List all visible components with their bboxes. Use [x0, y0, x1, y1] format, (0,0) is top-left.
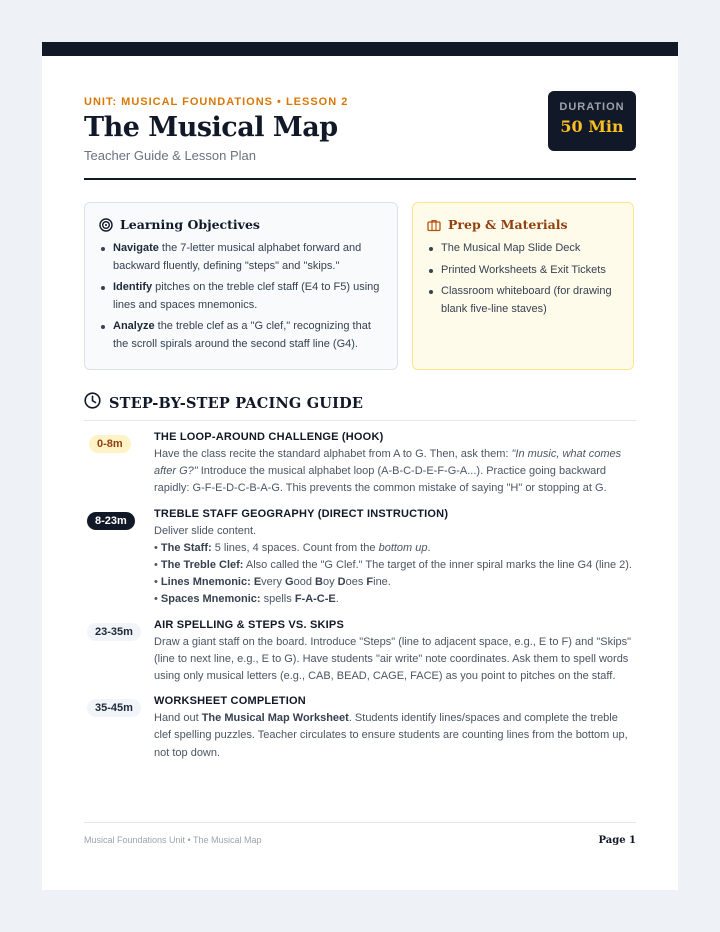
briefcase-icon — [427, 218, 441, 232]
objective-item: Navigate the 7-letter musical alphabet forward and backward fluently, defining "steps" and "skips." — [99, 240, 383, 275]
page-footer — [84, 822, 636, 846]
page-title: The Musical Map — [84, 112, 338, 143]
pacing-title: STEP-BY-STEP PACING GUIDE — [109, 394, 364, 412]
step-title: WORKSHEET COMPLETION — [154, 695, 306, 708]
clock-icon — [84, 392, 101, 414]
duration-value: 50 Min — [560, 117, 624, 136]
objectives-list — [99, 240, 383, 353]
step-title: TREBLE STAFF GEOGRAPHY (DIRECT INSTRUCTION) — [154, 507, 449, 520]
prep-list — [427, 240, 619, 318]
page-number: Page 1 — [598, 835, 636, 846]
lesson-page — [42, 42, 678, 890]
pacing-step — [84, 619, 636, 686]
target-icon — [99, 218, 113, 232]
footer-unit: Musical Foundations Unit • The Musical Map — [84, 835, 262, 845]
page-subtitle: Teacher Guide & Lesson Plan — [84, 148, 256, 163]
top-bar — [42, 42, 678, 56]
duration-label: DURATION — [559, 101, 625, 113]
prep-header — [427, 217, 619, 232]
step-text: Draw a giant staff on the board. Introduce "Steps" (line to adjacent space, e.g., E to F) and "Skips" (line to next line, e.g., E to G). Have students "air write" note coordinates. Ask them to spell words using only musical letters (e.g., CAB, BEAD, CAGE, FACE) as you point to pitches on the staff. — [154, 635, 632, 683]
prep-item: Printed Worksheets & Exit Tickets — [427, 262, 619, 280]
step-text: Have the class recite the standard alphabet from A to G. Then, ask them: "In music, what comes after G?" Introduce the musical alphabet loop (A-B-C-D-E-F-G-A...). Practice going backward rapidly: G-F-E-D-C-B-A-G. This prevents the common mistake of saying "H" or stopping at G. — [154, 448, 622, 495]
prep-item: The Musical Map Slide Deck — [427, 240, 619, 258]
pacing-step — [84, 508, 636, 609]
unit-eyebrow: UNIT: MUSICAL FOUNDATIONS • LESSON 2 — [84, 96, 349, 108]
page-header — [84, 56, 636, 180]
step-title: AIR SPELLING & STEPS VS. SKIPS — [154, 618, 344, 631]
objectives-header — [99, 217, 383, 232]
pacing-steps — [84, 431, 636, 762]
objective-item: Analyze the treble clef as a "G clef," recognizing that the scroll spirals around the second staff line (G4). — [99, 318, 383, 353]
lines-mnemonic-bullet: • Lines Mnemonic: Every Good Boy Does Fine. — [154, 576, 391, 589]
step-text: Hand out The Musical Map Worksheet. Students identify lines/spaces and complete the treble clef spelling puzzles. Teacher circulates to ensure students are counting lines from the bottom up, not top down. — [154, 712, 628, 759]
pacing-section-header — [84, 392, 636, 421]
clef-bullet: • The Treble Clef: Also called the "G Clef." The target of the inner spiral marks the line G4 (line 2). — [154, 559, 632, 572]
spaces-mnemonic-bullet: • Spaces Mnemonic: spells F-A-C-E. — [154, 593, 339, 606]
time-badge: 0-8m — [89, 435, 131, 453]
staff-bullet: • The Staff: 5 lines, 4 spaces. Count from the bottom up. — [154, 541, 431, 554]
pacing-step — [84, 695, 636, 762]
prep-item: Classroom whiteboard (for drawing blank five-line staves) — [427, 283, 619, 318]
time-badge: 23-35m — [87, 623, 141, 641]
prep-card — [412, 202, 634, 370]
objectives-card — [84, 202, 398, 370]
prep-title: Prep & Materials — [448, 217, 568, 232]
time-badge: 8-23m — [87, 512, 135, 530]
objectives-title: Learning Objectives — [120, 217, 260, 232]
step-text — [154, 523, 636, 609]
pacing-step — [84, 431, 636, 498]
step-title: THE LOOP-AROUND CHALLENGE (HOOK) — [154, 431, 384, 443]
objective-item: Identify pitches on the treble clef staff (E4 to F5) using lines and spaces mnemonics. — [99, 279, 383, 314]
time-badge: 35-45m — [87, 699, 141, 717]
info-cards — [84, 202, 636, 370]
duration-badge — [548, 91, 636, 151]
step-intro: Deliver slide content. — [154, 524, 257, 537]
